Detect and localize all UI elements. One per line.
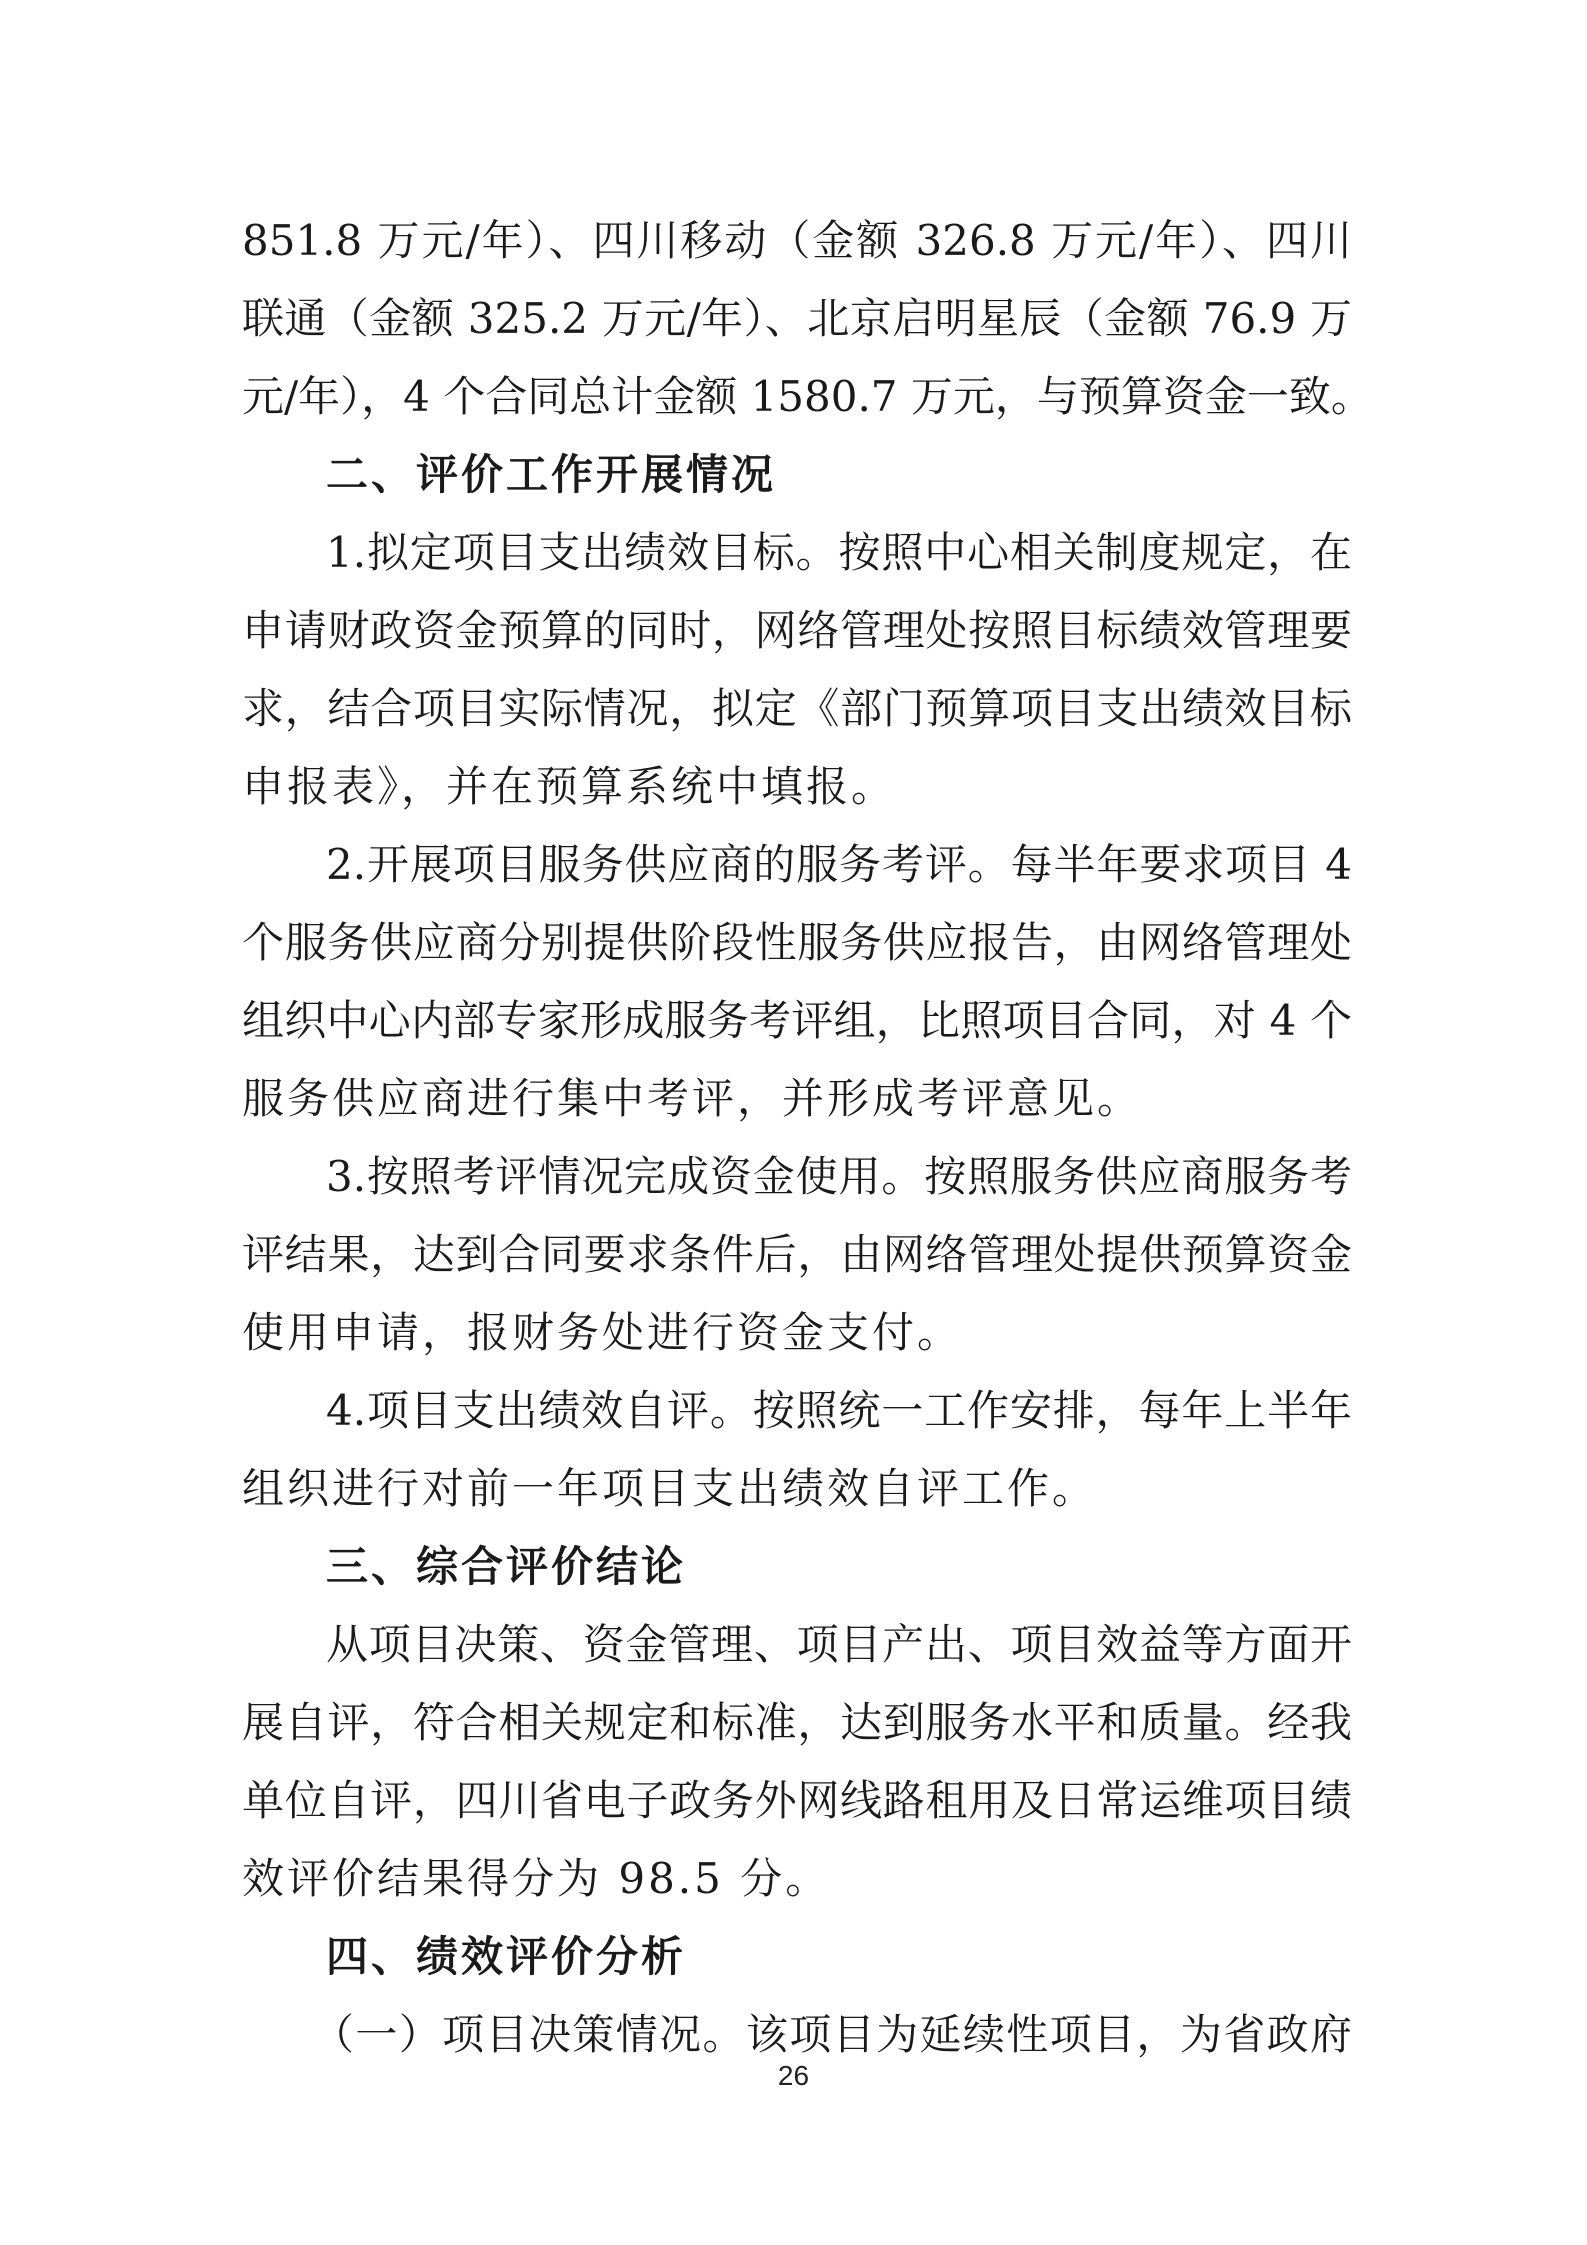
- body-line: 个服务供应商分别提供阶段性服务供应报告，由网络管理处: [242, 918, 1352, 967]
- body-line: 组织中心内部专家形成服务考评组，比照项目合同，对 4 个: [242, 996, 1352, 1045]
- body-line: （一）项目决策情况。该项目为延续性项目，为省政府: [312, 2010, 1352, 2059]
- page-number: 26: [777, 2060, 810, 2091]
- body-line: 申请财政资金预算的同时，网络管理处按照目标绩效管理要: [242, 606, 1352, 655]
- body-line: 1.拟定项目支出绩效目标。按照中心相关制度规定，在: [326, 528, 1352, 577]
- body-line: 组织进行对前一年项目支出绩效自评工作。: [242, 1464, 1098, 1513]
- section-heading-2: 二、评价工作开展情况: [326, 450, 777, 499]
- body-line: 评结果，达到合同要求条件后，由网络管理处提供预算资金: [242, 1230, 1352, 1279]
- section-heading-3: 三、综合评价结论: [326, 1542, 687, 1591]
- body-line: 申报表》，并在预算系统中填报。: [242, 762, 897, 811]
- body-line: 使用申请，报财务处进行资金支付。: [242, 1308, 963, 1357]
- body-line: 服务供应商进行集中考评，并形成考评意见。: [242, 1074, 1143, 1123]
- body-line: 展自评，符合相关规定和标准，达到服务水平和质量。经我: [242, 1698, 1352, 1747]
- body-line: 2.开展项目服务供应商的服务考评。每半年要求项目 4: [326, 840, 1352, 889]
- body-line: 效评价结果得分为 98.5 分。: [242, 1854, 831, 1903]
- body-line: 联通（金额 325.2 万元/年）、北京启明星辰（金额 76.9 万: [242, 294, 1352, 343]
- body-line: 4.项目支出绩效自评。按照统一工作安排，每年上半年: [326, 1386, 1352, 1435]
- body-line: 求，结合项目实际情况，拟定《部门预算项目支出绩效目标: [242, 684, 1352, 733]
- body-line: 从项目决策、资金管理、项目产出、项目效益等方面开: [326, 1620, 1352, 1669]
- body-line: 3.按照考评情况完成资金使用。按照服务供应商服务考: [326, 1152, 1352, 1201]
- body-line: 元/年），4 个合同总计金额 1580.7 万元，与预算资金一致。: [242, 372, 1373, 421]
- body-line: 851.8 万元/年）、四川移动（金额 326.8 万元/年）、四川: [242, 216, 1352, 265]
- section-heading-4: 四、绩效评价分析: [326, 1932, 687, 1981]
- body-line: 单位自评，四川省电子政务外网线路租用及日常运维项目绩: [242, 1776, 1352, 1825]
